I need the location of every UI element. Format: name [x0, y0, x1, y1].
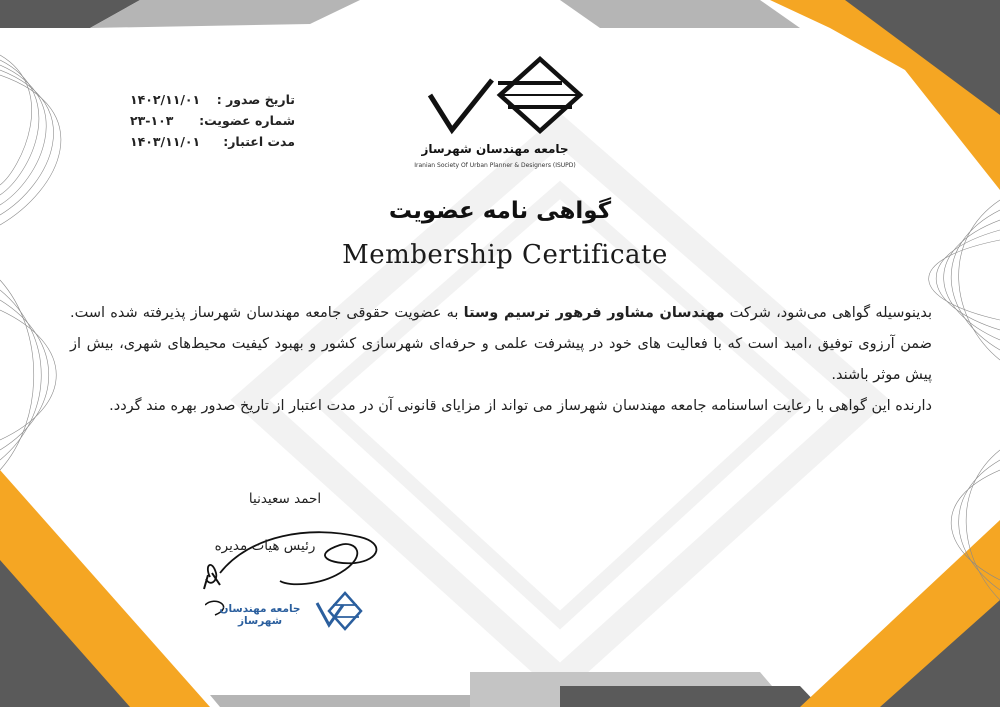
body-p1-end: به عضویت حقوقی جامعه مهندسان شهرساز پذیرفته شده است. ضمن آرزوی توفیق ،امید است که با فعالیت های خود در پیشرفت علمی و حرفه‌ای شهرسازی کشور و بهبود کیفیت محیط‌های شهری، بیش از پیش موثر باشند.	[70, 305, 932, 383]
organization-name-fa: جامعه مهندسان شهرساز	[421, 142, 569, 156]
corner-top-right-light	[560, 0, 800, 28]
body-paragraph-1	[70, 298, 932, 391]
body-paragraph-2: دارنده این گواهی با رعایت اساسنامه جامعه مهندسان شهرساز می تواند از مزایای قانونی آن در مدت اعتبار از تاریخ صدور بهره مند گردد.	[109, 398, 932, 414]
corner-top-right-gray	[845, 0, 1000, 115]
signatory-name: احمد سعیدنیا	[248, 491, 322, 507]
membership-number-label: شماره عضویت:	[199, 113, 295, 128]
certificate-title-en: Membership Certificate	[342, 240, 668, 270]
organization-logo-icon	[380, 55, 610, 175]
company-name: مهندسان مشاور فرهور ترسیم وستا	[463, 305, 725, 321]
stamp-text: جامعه مهندسان شهرساز	[219, 603, 301, 627]
body-p1-start: بدینوسیله گواهی می‌شود، شرکت	[724, 305, 932, 321]
corner-bottom-right-strip-gray	[560, 686, 820, 707]
signatory-role: رئیس هیات مدیره	[214, 538, 316, 554]
organization-name-en: Iranian Society Of Urban Planner & Designers (ISUPD)	[414, 162, 576, 169]
validity-value: ۱۴۰۳/۱۱/۰۱	[130, 134, 201, 149]
signature-icon	[190, 515, 390, 595]
certificate-body	[70, 298, 932, 422]
certificate-title-fa: گواهی نامه عضویت	[388, 198, 612, 224]
issue-date-value: ۱۴۰۲/۱۱/۰۱	[130, 92, 201, 107]
issue-date-label: تاریخ صدور :	[216, 92, 295, 107]
validity-label: مدت اعتبار:	[223, 134, 295, 149]
corner-bottom-left-strip	[210, 695, 470, 707]
header-info	[120, 92, 295, 152]
ornament-lines-left	[0, 55, 61, 470]
membership-number-value: ۲۳-۱۰۳	[130, 113, 174, 128]
